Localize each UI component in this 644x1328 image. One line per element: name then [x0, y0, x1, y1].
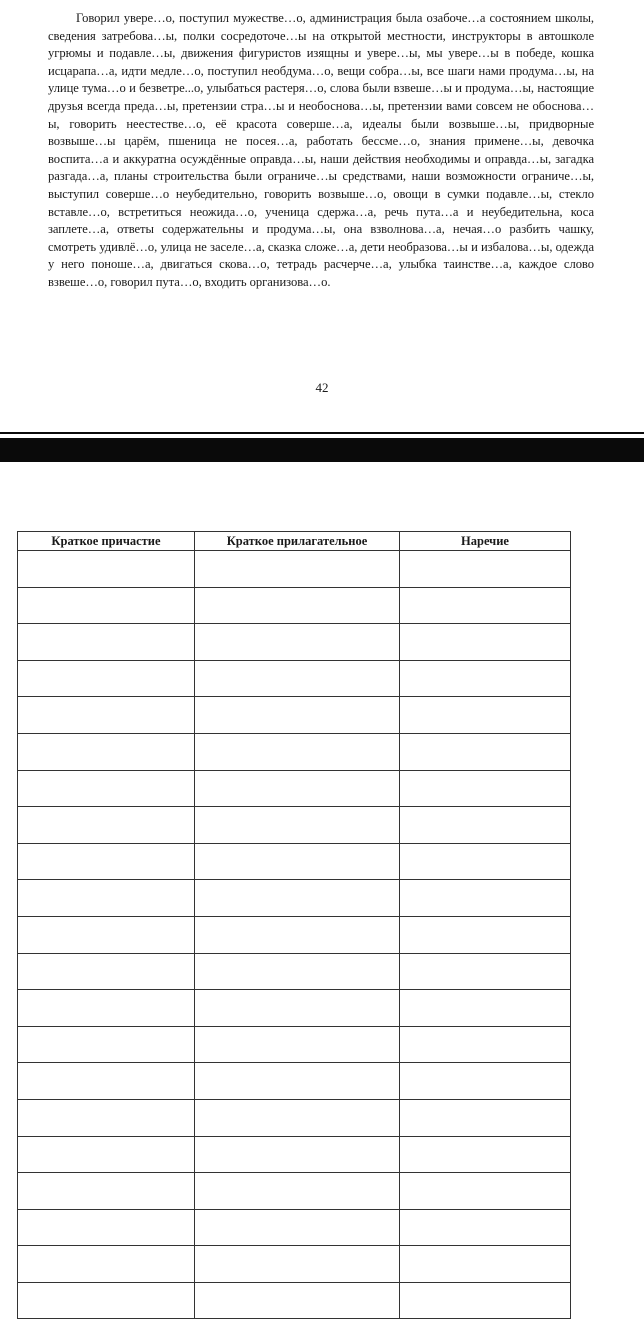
table-row: [18, 1282, 571, 1319]
separator-gap: [0, 434, 644, 438]
cell-adverb: [400, 1173, 571, 1210]
table-body: [18, 551, 571, 1319]
table-row: [18, 843, 571, 880]
cell-adverb: [400, 551, 571, 588]
table-row: [18, 770, 571, 807]
cell-short-adjective: [195, 1136, 400, 1173]
cell-short-participle: [18, 660, 195, 697]
cell-adverb: [400, 880, 571, 917]
cell-short-participle: [18, 843, 195, 880]
cell-short-adjective: [195, 697, 400, 734]
table-row: [18, 807, 571, 844]
cell-short-adjective: [195, 1282, 400, 1319]
header-short-participle: Краткое причастие: [18, 532, 195, 551]
cell-short-adjective: [195, 733, 400, 770]
cell-short-adjective: [195, 1099, 400, 1136]
cell-adverb: [400, 660, 571, 697]
cell-short-adjective: [195, 1063, 400, 1100]
table-row: [18, 1063, 571, 1100]
cell-short-participle: [18, 990, 195, 1027]
cell-short-adjective: [195, 1246, 400, 1283]
cell-adverb: [400, 770, 571, 807]
table-row: [18, 1246, 571, 1283]
cell-short-adjective: [195, 660, 400, 697]
cell-short-participle: [18, 624, 195, 661]
cell-short-participle: [18, 697, 195, 734]
cell-adverb: [400, 624, 571, 661]
textbook-page-top: [0, 0, 644, 432]
table-row: [18, 551, 571, 588]
header-adverb: Наречие: [400, 532, 571, 551]
table-row: [18, 990, 571, 1027]
cell-short-participle: [18, 1282, 195, 1319]
cell-short-participle: [18, 916, 195, 953]
answer-table: [17, 531, 571, 1319]
cell-short-adjective: [195, 807, 400, 844]
exercise-text: Говорил увере…о, поступил мужестве…о, администрация была озабоче…а состоянием школы, сведения затребова…ы, полки сосредоточе…ы на открытой местности, инструкторы в автошколе угрюмы и подавле…ы, движения фигуристов изящны и увере…ы, мы увере…ы в победе, кошка исцарапа…а, идти медле…о, поступил необдума…о, вещи собра…ы, все шаги нами продума…ы, на улице тума…о и безветре...о, улыбаться растеря…о, слова были взвеше…ы и продума…ы, настоящие друзья всегда преда…ы, претензии стра…ы и необоснова…ы, претензии вами совсем не обоснова…ы, говорить неестестве…о, её красота соверше…а, идеалы были возвыше…ы, придворные возвыше…ы царём, пшеница не посея…а, работать бессме…о, знания примене…ы, девочка воспита…а и аккуратна осуждённые оправда…ы, наши действия необходимы и оправда…ы, загадка разгада…а, планы строительства были ограниче…ы средствами, наши возможности ограниче…ы, выступил соверше…о неубедительно, говорить возвыше…о, овощи в сумки подавле…ы, стекло вставле…о, встретиться неожида…о, ученица сдержа…а, речь пута…а и неубедительна, коса заплете…а, ответы содержательны и продума…ы, она взволнова…а, нечая…о разбить чашку, смотреть удивлё…о, улица не заселе…а, сказка сложе…а, дети необразова…ы и избалова…ы, одежда у него поноше…а, двигаться скова…о, тетрадь расчерче…а, улыбка таинстве…а, каждое слово взвеше…о, говорил пута…о, входить организова…о.: [48, 11, 594, 289]
cell-adverb: [400, 916, 571, 953]
cell-short-adjective: [195, 843, 400, 880]
table-row: [18, 660, 571, 697]
cell-short-adjective: [195, 770, 400, 807]
cell-short-adjective: [195, 551, 400, 588]
table-row: [18, 1209, 571, 1246]
cell-adverb: [400, 1099, 571, 1136]
cell-short-participle: [18, 770, 195, 807]
cell-adverb: [400, 1209, 571, 1246]
cell-short-participle: [18, 807, 195, 844]
table-row: [18, 1026, 571, 1063]
table-row: [18, 697, 571, 734]
table-header-row: [18, 532, 571, 551]
cell-adverb: [400, 1282, 571, 1319]
cell-adverb: [400, 1063, 571, 1100]
cell-adverb: [400, 807, 571, 844]
cell-short-participle: [18, 1063, 195, 1100]
cell-short-participle: [18, 551, 195, 588]
cell-short-adjective: [195, 1173, 400, 1210]
cell-adverb: [400, 587, 571, 624]
header-short-adjective: Краткое прилагательное: [195, 532, 400, 551]
page-number: 42: [315, 380, 329, 395]
cell-short-participle: [18, 1099, 195, 1136]
cell-short-adjective: [195, 587, 400, 624]
table-row: [18, 1173, 571, 1210]
table-row: [18, 953, 571, 990]
cell-short-adjective: [195, 953, 400, 990]
cell-adverb: [400, 1026, 571, 1063]
cell-short-adjective: [195, 916, 400, 953]
table-row: [18, 916, 571, 953]
table-row: [18, 624, 571, 661]
cell-short-adjective: [195, 880, 400, 917]
cell-short-participle: [18, 1136, 195, 1173]
cell-short-participle: [18, 1209, 195, 1246]
cell-adverb: [400, 953, 571, 990]
cell-adverb: [400, 733, 571, 770]
cell-short-adjective: [195, 1026, 400, 1063]
table-row: [18, 1099, 571, 1136]
table-row: [18, 733, 571, 770]
cell-short-participle: [18, 880, 195, 917]
table-row: [18, 587, 571, 624]
cell-short-participle: [18, 1026, 195, 1063]
table-row: [18, 1136, 571, 1173]
cell-adverb: [400, 697, 571, 734]
cell-short-participle: [18, 1173, 195, 1210]
textbook-page-bottom: [0, 462, 644, 1328]
cell-short-adjective: [195, 624, 400, 661]
cell-short-adjective: [195, 1209, 400, 1246]
cell-adverb: [400, 990, 571, 1027]
cell-short-participle: [18, 733, 195, 770]
cell-adverb: [400, 1136, 571, 1173]
cell-adverb: [400, 843, 571, 880]
table-row: [18, 880, 571, 917]
cell-adverb: [400, 1246, 571, 1283]
cell-short-participle: [18, 587, 195, 624]
cell-short-participle: [18, 953, 195, 990]
cell-short-participle: [18, 1246, 195, 1283]
cell-short-adjective: [195, 990, 400, 1027]
